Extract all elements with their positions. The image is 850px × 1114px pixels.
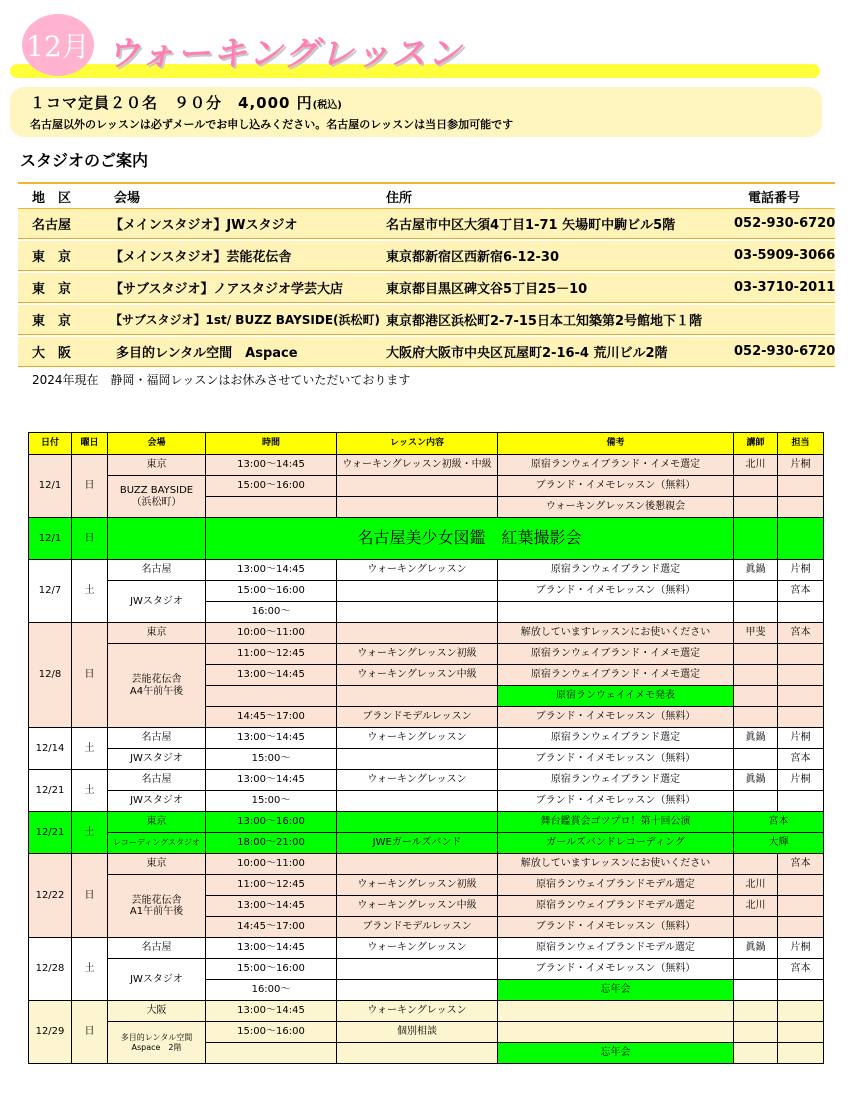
venue-name: BUZZ BAYSIDE: [119, 485, 194, 496]
table-row: [29, 1022, 824, 1043]
content-cell: ウォーキングレッスン: [337, 1001, 498, 1022]
time-cell: 15:00～16:00: [206, 959, 337, 980]
venue-sub: A1午前午後: [129, 906, 184, 917]
table-row: [29, 791, 824, 812]
col-day: 曜日: [72, 433, 108, 455]
time-cell: 13:00～16:00: [206, 812, 337, 833]
remarks-cell: 原宿ランウェイイメモ発表: [498, 686, 734, 707]
instructor-cell: [734, 854, 778, 875]
content-cell: [337, 581, 498, 602]
day-cell: 日: [72, 455, 108, 518]
content-cell: ブランドモデルレッスン: [337, 917, 498, 938]
table-row: [29, 518, 824, 560]
instructor-cell: 眞鍋: [734, 938, 778, 959]
month-label: 12月: [26, 30, 90, 63]
studio-row: [18, 209, 835, 239]
staff-cell: 片桐: [778, 728, 824, 749]
remarks-cell: ガールズバンドレコーディング: [498, 833, 734, 854]
staff-cell: 大輝: [734, 833, 824, 854]
staff-cell: [778, 707, 824, 728]
remarks-cell: 原宿ランウェイブランドモデル選定: [498, 938, 734, 959]
table-row: [29, 749, 824, 770]
instructor-cell: 眞鍋: [734, 728, 778, 749]
staff-cell: 宮本: [778, 581, 824, 602]
instructor-cell: [734, 980, 778, 1001]
instructor-cell: 北川: [734, 896, 778, 917]
staff-cell: [778, 980, 824, 1001]
day-cell: 日: [72, 1001, 108, 1064]
instructor-cell: 眞鍋: [734, 770, 778, 791]
content-cell: ウォーキングレッスン: [337, 770, 498, 791]
time-cell: 10:00～11:00: [206, 854, 337, 875]
time-cell: 13:00～14:45: [206, 560, 337, 581]
studio-address: 東京都港区浜松町2-7-15日本工知築第2号館地下１階: [386, 314, 703, 329]
schedule-header-row: [29, 433, 824, 455]
venue-cell: 東京: [108, 455, 206, 476]
content-cell: ウォーキングレッスン中級: [337, 665, 498, 686]
venue-cell: 名古屋: [108, 770, 206, 791]
remarks-cell: 原宿ランウェイブランド・イメモ選定: [498, 644, 734, 665]
studio-area: 東 京: [32, 282, 72, 297]
staff-cell: [778, 602, 824, 623]
instructor-cell: [734, 959, 778, 980]
date-cell: 12/1: [29, 518, 72, 560]
instructor-cell: [734, 686, 778, 707]
remarks-cell: ブランド・イメモレッスン（無料）: [498, 476, 734, 497]
staff-cell: 片桐: [778, 455, 824, 476]
day-cell: 日: [72, 854, 108, 938]
table-row: [29, 728, 824, 749]
venue-cell: JWスタジオ: [108, 749, 206, 770]
content-cell: [337, 749, 498, 770]
studio-table-header: [18, 182, 835, 210]
time-cell: 13:00～14:45: [206, 770, 337, 791]
content-cell: [337, 623, 498, 644]
date-cell: 12/8: [29, 623, 72, 728]
venue-cell: レコーディングスタジオ: [108, 833, 206, 854]
table-row: [29, 938, 824, 959]
venue-cell: [108, 644, 206, 728]
day-cell: 日: [72, 623, 108, 728]
remarks-cell: 原宿ランウェイブランドモデル選定: [498, 896, 734, 917]
date-cell: 12/1: [29, 455, 72, 518]
time-cell: 14:45～17:00: [206, 917, 337, 938]
capacity-info: [30, 92, 342, 113]
staff-cell: 宮本: [778, 959, 824, 980]
time-cell: 13:00～14:45: [206, 728, 337, 749]
time-cell: 13:00～14:45: [206, 1001, 337, 1022]
venue-sub: Aspace 2階: [131, 1042, 182, 1052]
venue-cell: 東京: [108, 854, 206, 875]
studio-address: 東京都目黒区碑文谷5丁目25－10: [386, 282, 588, 297]
remarks-cell: 原宿ランウェイブランドモデル選定: [498, 875, 734, 896]
time-cell: [206, 686, 337, 707]
instructor-cell: [734, 581, 778, 602]
studio-venue: 【サブスタジオ】1st/ BUZZ BAYSIDE(浜松町): [110, 313, 380, 327]
day-cell: 土: [72, 812, 108, 854]
instructor-cell: [734, 1001, 778, 1022]
remarks-cell: 解放していますレッスンにお使いください: [498, 623, 734, 644]
instructor-cell: [734, 602, 778, 623]
staff-cell: [778, 791, 824, 812]
studio-phone: 03-5909-3066: [734, 248, 836, 263]
date-cell: 12/21: [29, 770, 72, 812]
time-cell: 15:00～16:00: [206, 1022, 337, 1043]
col-instructor: 講師: [734, 433, 778, 455]
content-cell: 個別相談: [337, 1022, 498, 1043]
venue-cell: JWスタジオ: [108, 581, 206, 623]
staff-cell: [778, 896, 824, 917]
content-cell: ウォーキングレッスン: [337, 728, 498, 749]
content-cell: [337, 497, 498, 518]
instructor-cell: [734, 749, 778, 770]
day-cell: 土: [72, 938, 108, 1001]
day-cell: 土: [72, 560, 108, 623]
col-venue: 会場: [108, 433, 206, 455]
instructor-cell: 北川: [734, 875, 778, 896]
date-cell: 12/14: [29, 728, 72, 770]
instructor-cell: [734, 476, 778, 497]
instructor-cell: 眞鍋: [734, 560, 778, 581]
venue-cell: 東京: [108, 812, 206, 833]
month-badge: [22, 14, 94, 76]
time-cell: 13:00～14:45: [206, 896, 337, 917]
venue-name: 芸能花伝舎: [131, 674, 182, 685]
table-row: [29, 770, 824, 791]
remarks-cell: 忘年会: [498, 980, 734, 1001]
time-cell: [206, 1043, 337, 1064]
remarks-cell: ブランド・イメモレッスン（無料）: [498, 749, 734, 770]
time-cell: 11:00～12:45: [206, 875, 337, 896]
time-cell: 10:00～11:00: [206, 623, 337, 644]
content-cell: [337, 959, 498, 980]
content-cell: ウォーキングレッスン初級・中級: [337, 455, 498, 476]
instructor-cell: [734, 707, 778, 728]
studio-row: [18, 337, 835, 367]
staff-cell: 宮本: [778, 749, 824, 770]
studio-phone: 052-930-6720: [734, 344, 836, 359]
content-cell: [337, 980, 498, 1001]
remarks-cell: ブランド・イメモレッスン（無料）: [498, 581, 734, 602]
table-row: [29, 1001, 824, 1022]
studio-area: 東 京: [32, 250, 72, 265]
col-content: レッスン内容: [337, 433, 498, 455]
event-cell: 名古屋美少女図鑑 紅葉撮影会: [206, 518, 734, 560]
instructor-cell: 北川: [734, 455, 778, 476]
content-cell: [337, 602, 498, 623]
content-cell: [337, 791, 498, 812]
remarks-cell: 原宿ランウェイブランド・イメモ選定: [498, 665, 734, 686]
venue-cell: 名古屋: [108, 728, 206, 749]
col-venue: 会場: [114, 190, 141, 206]
col-address: 住所: [386, 190, 413, 206]
instructor-cell: [734, 1022, 778, 1043]
closure-footnote: 2024年現在 静岡・福岡レッスンはお休みさせていただいております: [32, 373, 411, 387]
date-cell: 12/22: [29, 854, 72, 938]
date-cell: 12/7: [29, 560, 72, 623]
remarks-cell: ブランド・イメモレッスン（無料）: [498, 959, 734, 980]
time-cell: 16:00～: [206, 602, 337, 623]
time-cell: 15:00～: [206, 791, 337, 812]
studio-row: [18, 241, 835, 271]
date-cell: 12/29: [29, 1001, 72, 1064]
staff-cell: 宮本: [778, 854, 824, 875]
time-cell: 13:00～14:45: [206, 665, 337, 686]
time-cell: [206, 497, 337, 518]
capacity-text: １コマ定員２０名 ９０分 4,000 円: [30, 94, 313, 112]
staff-cell: 片桐: [778, 938, 824, 959]
date-cell: 12/28: [29, 938, 72, 1001]
time-cell: 14:45～17:00: [206, 707, 337, 728]
day-cell: 土: [72, 770, 108, 812]
staff-cell: [778, 644, 824, 665]
staff-cell: [778, 875, 824, 896]
staff-cell: [778, 1043, 824, 1064]
studio-address: 東京都新宿区西新宿6-12-30: [386, 250, 560, 265]
col-area: 地 区: [32, 190, 72, 206]
tax-label: (税込): [312, 100, 342, 111]
venue-cell: 名古屋: [108, 938, 206, 959]
day-cell: 土: [72, 728, 108, 770]
page-title: ウォーキングレッスン: [106, 34, 464, 74]
content-cell: ウォーキングレッスン初級: [337, 875, 498, 896]
remarks-cell: 解放していますレッスンにお使いください: [498, 854, 734, 875]
staff-cell: [778, 917, 824, 938]
table-row: [29, 812, 824, 833]
venue-cell: [108, 875, 206, 938]
venue-cell: 名古屋: [108, 560, 206, 581]
studio-heading: スタジオのご案内: [20, 151, 149, 170]
content-cell: JWEガールズバンド: [337, 833, 498, 854]
table-row: [29, 644, 824, 665]
studio-address: 大阪府大阪市中央区瓦屋町2-16-4 荒川ビル2階: [386, 346, 668, 361]
content-cell: ウォーキングレッスン: [337, 560, 498, 581]
instructor-cell: [734, 518, 778, 560]
col-remarks: 備考: [498, 433, 734, 455]
table-row: [29, 854, 824, 875]
table-row: [29, 581, 824, 602]
application-note: 名古屋以外のレッスンは必ずメールでお申し込みください。名古屋のレッスンは当日参加可能です: [30, 118, 514, 131]
table-row: [29, 833, 824, 854]
staff-cell: [778, 476, 824, 497]
studio-area: 大 阪: [32, 346, 72, 361]
studio-venue: 多目的レンタル空間 Aspace: [116, 346, 298, 361]
time-cell: 15:00～16:00: [206, 581, 337, 602]
time-cell: 13:00～14:45: [206, 455, 337, 476]
remarks-cell: ブランド・イメモレッスン（無料）: [498, 791, 734, 812]
staff-cell: [778, 518, 824, 560]
col-date: 日付: [29, 433, 72, 455]
remarks-cell: ウォーキングレッスン後懇親会: [498, 497, 734, 518]
date-cell: 12/21: [29, 812, 72, 854]
studio-phone: 03-3710-2011: [734, 280, 836, 295]
staff-cell: [778, 1022, 824, 1043]
staff-cell: 宮本: [734, 812, 824, 833]
studio-venue: 【メインスタジオ】JWスタジオ: [110, 218, 298, 233]
col-staff: 担当: [778, 433, 824, 455]
table-row: [29, 455, 824, 476]
venue-cell: [108, 1022, 206, 1064]
content-cell: [337, 686, 498, 707]
instructor-cell: 甲斐: [734, 623, 778, 644]
content-cell: ウォーキングレッスン中級: [337, 896, 498, 917]
venue-cell: JWスタジオ: [108, 959, 206, 1001]
remarks-cell: 原宿ランウェイブランド・イメモ選定: [498, 455, 734, 476]
venue-sub: （浜松町）: [131, 496, 182, 508]
content-cell: ウォーキングレッスン: [337, 938, 498, 959]
day-cell: 日: [72, 518, 108, 560]
remarks-cell: 原宿ランウェイブランド選定: [498, 728, 734, 749]
instructor-cell: [734, 644, 778, 665]
instructor-cell: [734, 665, 778, 686]
studio-row: [18, 273, 835, 303]
remarks-cell: [498, 1022, 734, 1043]
content-cell: [337, 1043, 498, 1064]
remarks-cell: 原宿ランウェイブランド選定: [498, 770, 734, 791]
schedule-table: [28, 432, 824, 1064]
venue-sub: A4午前午後: [129, 685, 184, 697]
staff-cell: 宮本: [778, 623, 824, 644]
time-cell: 18:00～21:00: [206, 833, 337, 854]
staff-cell: 片桐: [778, 770, 824, 791]
studio-phone: 052-930-6720: [734, 216, 836, 231]
instructor-cell: [734, 1043, 778, 1064]
staff-cell: 片桐: [778, 560, 824, 581]
studio-area: 東 京: [32, 314, 72, 329]
content-cell: ブランドモデルレッスン: [337, 707, 498, 728]
instructor-cell: [734, 917, 778, 938]
staff-cell: [778, 1001, 824, 1022]
studio-row: [18, 305, 835, 335]
content-cell: [337, 854, 498, 875]
venue-cell: 東京: [108, 623, 206, 644]
table-row: [29, 875, 824, 896]
venue-cell: JWスタジオ: [108, 791, 206, 812]
table-row: [29, 623, 824, 644]
staff-cell: [778, 665, 824, 686]
col-time: 時間: [206, 433, 337, 455]
venue-name: 芸能花伝舎: [131, 894, 182, 906]
time-cell: 15:00～: [206, 749, 337, 770]
table-row: [29, 476, 824, 497]
content-cell: [337, 812, 498, 833]
staff-cell: [778, 686, 824, 707]
remarks-cell: 舞台鑑賞会ゴツプロ！第十回公演: [498, 812, 734, 833]
col-phone: 電話番号: [748, 190, 801, 206]
studio-venue: 【サブスタジオ】ノアスタジオ学芸大店: [110, 282, 343, 297]
table-row: [29, 560, 824, 581]
venue-cell: 大阪: [108, 1001, 206, 1022]
remarks-cell: 忘年会: [498, 1043, 734, 1064]
remarks-cell: [498, 1001, 734, 1022]
venue-cell: [108, 518, 206, 560]
time-cell: 13:00～14:45: [206, 938, 337, 959]
studio-venue: 【メインスタジオ】芸能花伝舎: [110, 250, 292, 265]
venue-name: 多目的レンタル空間: [120, 1033, 193, 1043]
remarks-cell: 原宿ランウェイブランド選定: [498, 560, 734, 581]
studio-address: 名古屋市中区大須4丁目1-71 矢場町中駒ビル5階: [386, 218, 676, 233]
instructor-cell: [734, 497, 778, 518]
remarks-cell: ブランド・イメモレッスン（無料）: [498, 917, 734, 938]
time-cell: 16:00～: [206, 980, 337, 1001]
content-cell: ウォーキングレッスン初級: [337, 644, 498, 665]
time-cell: 11:00～12:45: [206, 644, 337, 665]
studio-area: 名古屋: [32, 218, 72, 233]
instructor-cell: [734, 791, 778, 812]
venue-cell: [108, 476, 206, 518]
remarks-cell: [498, 602, 734, 623]
table-row: [29, 959, 824, 980]
time-cell: 15:00～16:00: [206, 476, 337, 497]
remarks-cell: ブランド・イメモレッスン（無料）: [498, 707, 734, 728]
staff-cell: [778, 497, 824, 518]
content-cell: [337, 476, 498, 497]
